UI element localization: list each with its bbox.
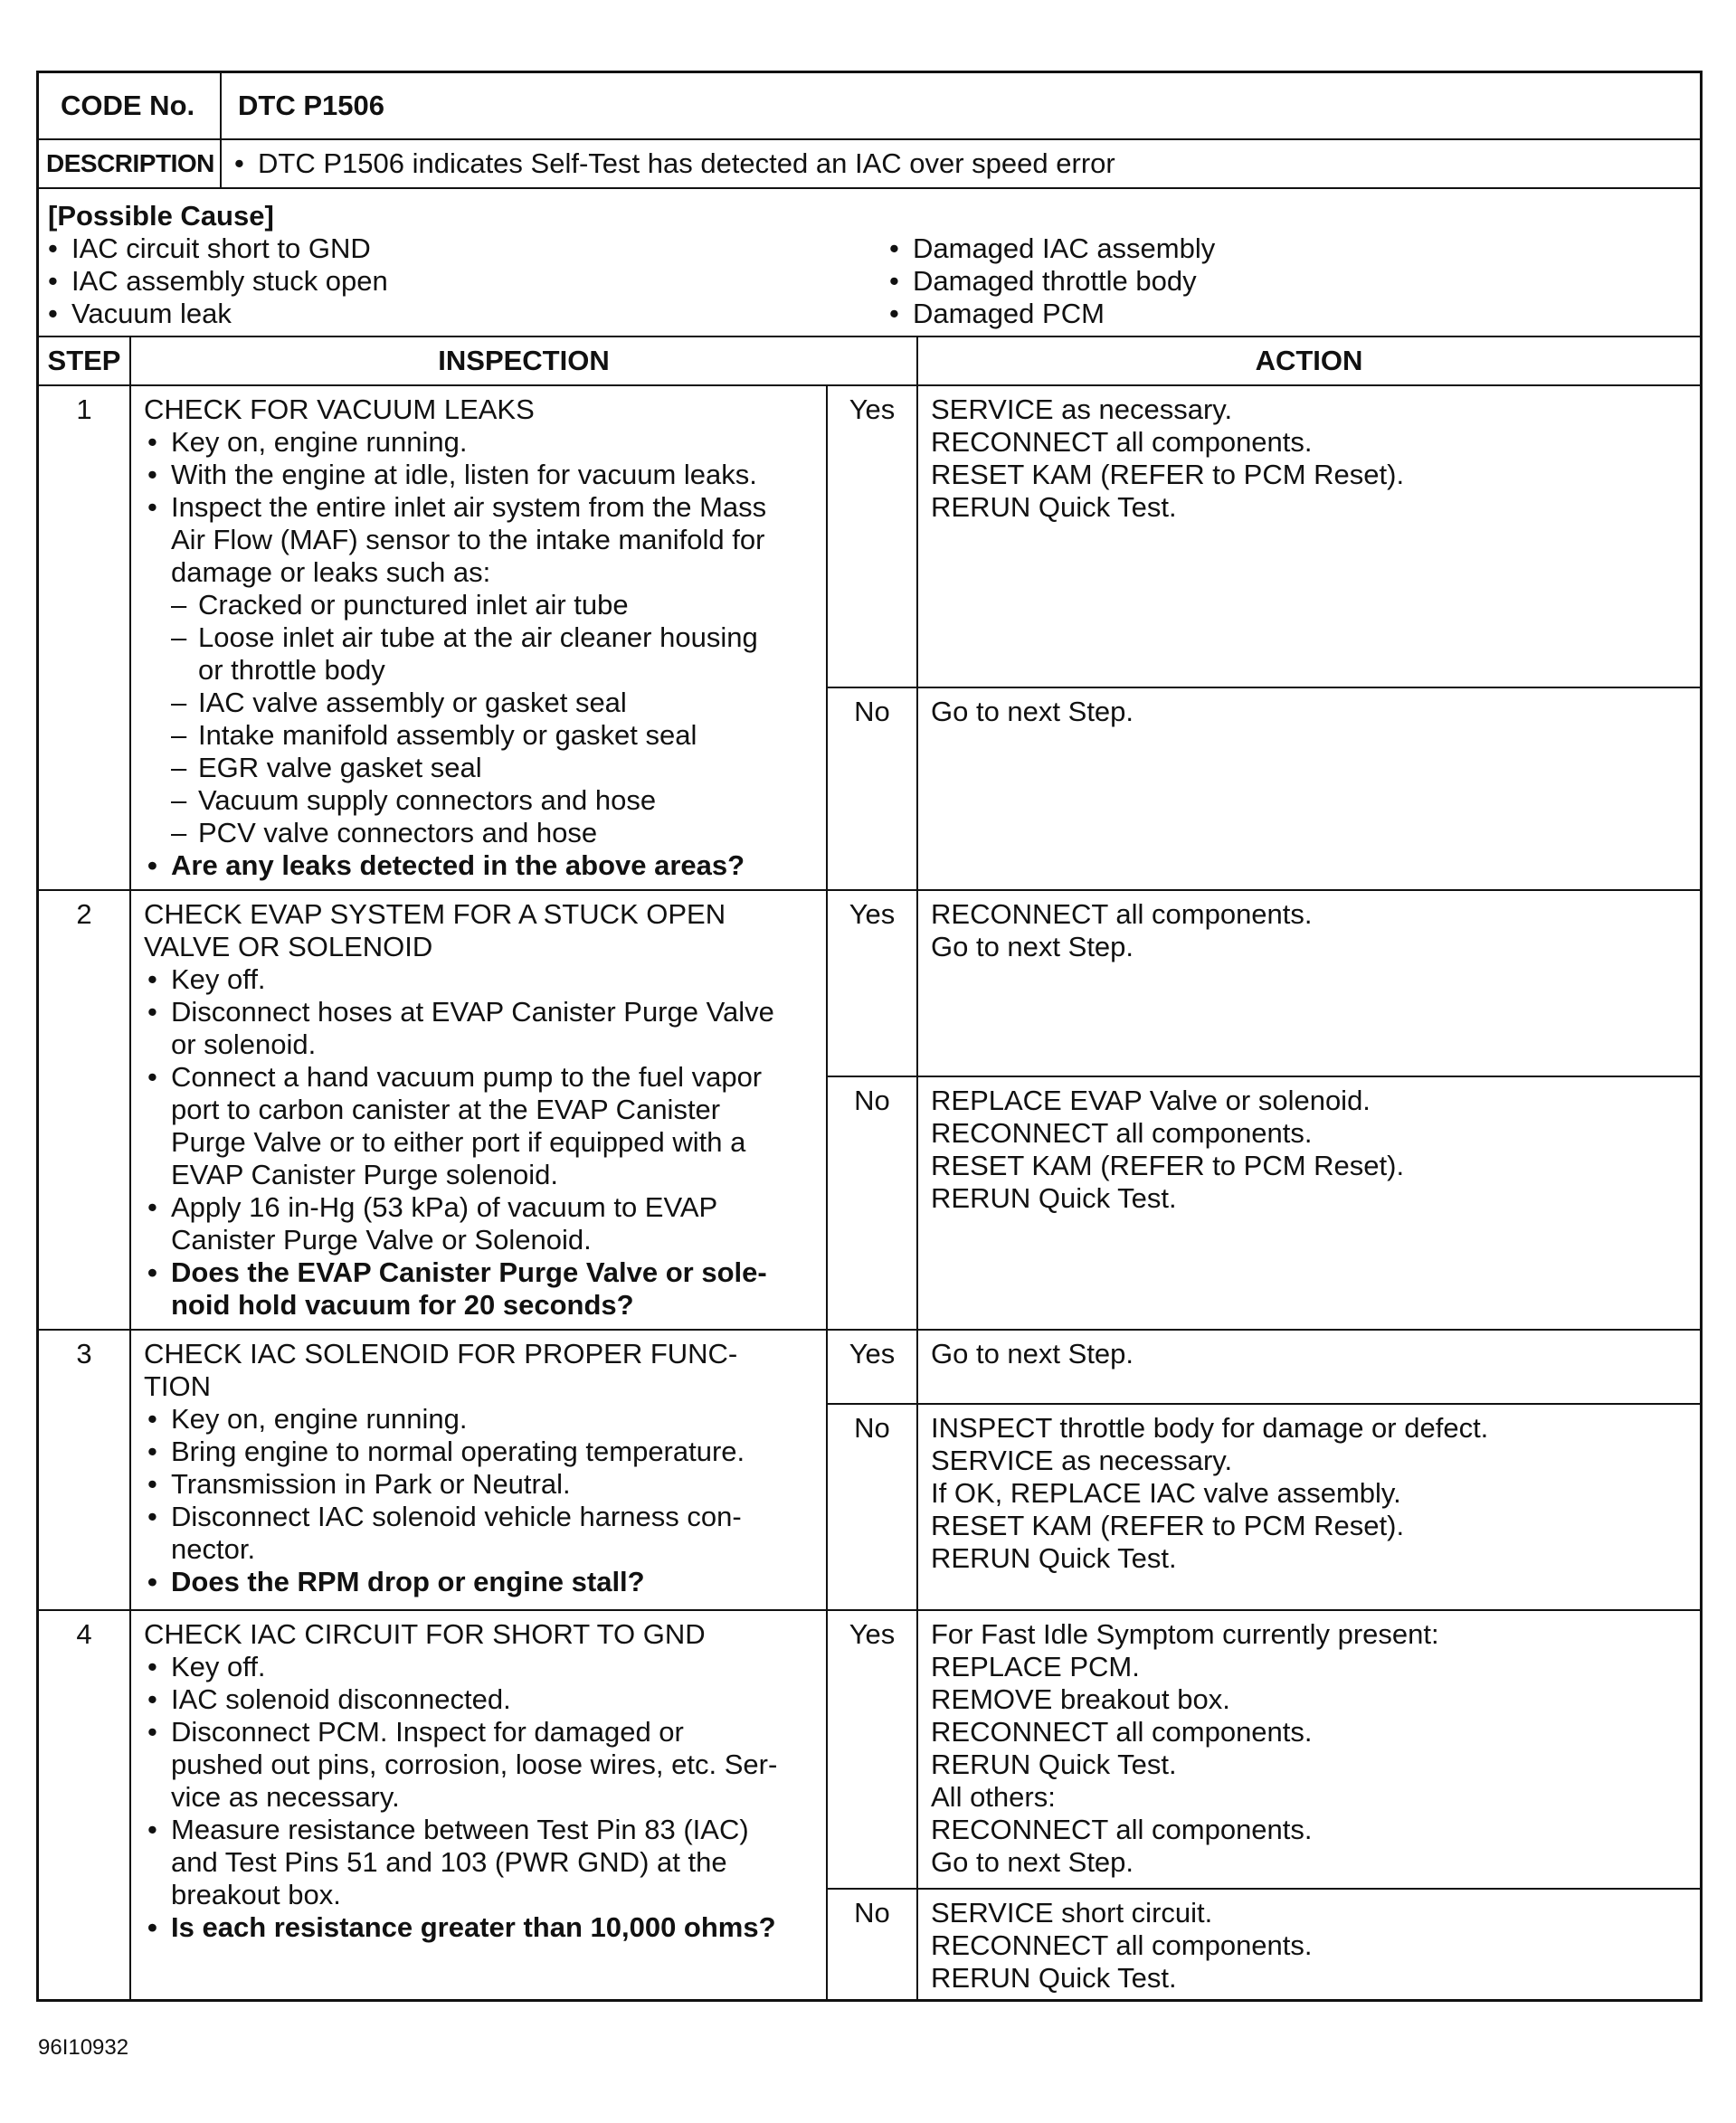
- possible-cause-title: [Possible Cause]: [48, 200, 274, 232]
- inspection-question: [144, 849, 766, 882]
- inspection-bullet-line: • Key off.: [171, 1651, 266, 1682]
- no-action: [918, 1405, 1700, 1609]
- code-value: DTC P1506: [238, 90, 384, 121]
- inspection-subitem: [144, 687, 766, 719]
- inspection-question-line: • Does the EVAP Canister Purge Valve or sole-: [171, 1256, 767, 1288]
- inspection-bullet-line: • Key off.: [171, 963, 266, 995]
- step-row: [39, 891, 1700, 1331]
- yes-action-line: All others:: [931, 1781, 1056, 1813]
- no-label: No: [854, 1085, 890, 1116]
- figure-code: 96I10932: [38, 2035, 129, 2060]
- inspection-subitem: [144, 817, 766, 849]
- possible-cause-item: • IAC assembly stuck open: [44, 265, 388, 298]
- inspection-bullet: [144, 1468, 745, 1501]
- inspection-question-line: • Is each resistance greater than 10,000 ohms?: [171, 1911, 776, 1943]
- action-column-header: ACTION: [1255, 345, 1363, 376]
- no-action-line: Go to next Step.: [931, 696, 1134, 727]
- inspection-bullet: [144, 1716, 777, 1814]
- step-row: [39, 1331, 1700, 1611]
- step-row: [39, 1611, 1700, 2002]
- inspection-question-line: noid hold vacuum for 20 seconds?: [171, 1289, 634, 1321]
- inspection-bullet-line: EVAP Canister Purge solenoid.: [171, 1159, 558, 1190]
- yes-action: [918, 1331, 1700, 1405]
- yes-action-line: RERUN Quick Test.: [931, 1749, 1177, 1780]
- inspection-bullet-line: or solenoid.: [171, 1028, 317, 1060]
- inspection-bullet: [144, 996, 774, 1061]
- inspection-bullet-line: • Disconnect IAC solenoid vehicle harness con-: [171, 1501, 742, 1532]
- yes-label: Yes: [849, 1618, 896, 1650]
- no-action-line: RECONNECT all components.: [931, 1117, 1313, 1149]
- inspection-bullet-line: • Disconnect PCM. Inspect for damaged or: [171, 1716, 684, 1748]
- possible-cause-item: • Damaged IAC assembly: [886, 232, 1215, 265]
- yes-action-line: REPLACE PCM.: [931, 1651, 1140, 1682]
- possible-cause-left-list: [44, 232, 388, 330]
- yes-label: Yes: [849, 393, 896, 425]
- yes-action-line: RESET KAM (REFER to PCM Reset).: [931, 459, 1405, 490]
- no-action-line: If OK, REPLACE IAC valve assembly.: [931, 1477, 1401, 1509]
- no-action: [918, 688, 1700, 889]
- step-number: 2: [76, 898, 92, 930]
- yes-label: Yes: [849, 1338, 896, 1370]
- possible-cause-item: • Damaged throttle body: [886, 265, 1215, 298]
- step-column-header: STEP: [47, 345, 121, 376]
- inspection-bullet-line: pushed out pins, corrosion, loose wires, etc. Ser-: [171, 1749, 778, 1780]
- description-row: [39, 140, 1700, 189]
- code-label: CODE No.: [61, 90, 195, 121]
- inspection-subitem-line: – Vacuum supply connectors and hose: [198, 784, 657, 816]
- step-row: [39, 386, 1700, 891]
- inspection-question-line: • Does the RPM drop or engine stall?: [171, 1566, 645, 1597]
- yes-action-line: RECONNECT all components.: [931, 898, 1313, 930]
- yes-action-line: RECONNECT all components.: [931, 426, 1313, 458]
- inspection-question: [144, 1256, 774, 1322]
- no-action-line: RESET KAM (REFER to PCM Reset).: [931, 1150, 1405, 1181]
- yes-action-line: Go to next Step.: [931, 1338, 1134, 1370]
- possible-cause-item: • Vacuum leak: [44, 298, 388, 330]
- step-title: CHECK IAC SOLENOID FOR PROPER FUNC-: [144, 1338, 738, 1370]
- inspection-bullet: [144, 1061, 774, 1191]
- no-action-line: RERUN Quick Test.: [931, 1182, 1177, 1214]
- inspection-bullet-line: • Connect a hand vacuum pump to the fuel vapor: [171, 1061, 763, 1093]
- step-title: CHECK IAC CIRCUIT FOR SHORT TO GND: [144, 1618, 706, 1650]
- no-action: [918, 1890, 1700, 2002]
- inspection-bullet-line: • With the engine at idle, listen for vacuum leaks.: [171, 459, 757, 490]
- step-title: TION: [144, 1370, 212, 1402]
- inspection-subitem-line: – Loose inlet air tube at the air cleaner housing: [198, 621, 758, 653]
- yes-action-line: RECONNECT all components.: [931, 1814, 1313, 1845]
- inspection-bullet-line: vice as necessary.: [171, 1781, 400, 1813]
- no-action-line: SERVICE short circuit.: [931, 1897, 1213, 1929]
- inspection-subitem: [144, 719, 766, 752]
- inspection-subitem: [144, 621, 766, 687]
- inspection-subitem-line: – IAC valve assembly or gasket seal: [198, 687, 627, 718]
- inspection-bullet-line: and Test Pins 51 and 103 (PWR GND) at the: [171, 1846, 727, 1878]
- yes-action: [918, 891, 1700, 1077]
- yes-action: [918, 1611, 1700, 1890]
- no-action-line: REPLACE EVAP Valve or solenoid.: [931, 1085, 1371, 1116]
- inspection-question-line: • Are any leaks detected in the above areas?: [171, 849, 745, 881]
- step-title: CHECK FOR VACUUM LEAKS: [144, 393, 535, 425]
- yes-action-line: RECONNECT all components.: [931, 1716, 1313, 1748]
- diagnostic-table: [36, 71, 1703, 2002]
- inspection-bullet-line: breakout box.: [171, 1879, 341, 1910]
- no-action-line: INSPECT throttle body for damage or defect.: [931, 1412, 1489, 1444]
- no-label: No: [854, 1412, 890, 1444]
- description-text: • DTC P1506 indicates Self-Test has detected an IAC over speed error: [231, 147, 1115, 180]
- step-number: 1: [76, 393, 92, 425]
- inspection-bullet-line: Canister Purge Valve or Solenoid.: [171, 1224, 592, 1256]
- inspection-subitem-line: – Intake manifold assembly or gasket seal: [198, 719, 697, 751]
- column-header-row: [39, 337, 1700, 386]
- possible-cause-right-list: [886, 232, 1215, 330]
- no-action-line: RECONNECT all components.: [931, 1929, 1313, 1961]
- inspection-bullet-line: • Inspect the entire inlet air system from the Mass: [171, 491, 767, 523]
- possible-cause-row: [39, 189, 1700, 337]
- inspection-bullet: [144, 1436, 745, 1468]
- inspection-bullet-line: • Disconnect hoses at EVAP Canister Purge Valve: [171, 996, 774, 1028]
- yes-action: [918, 386, 1700, 688]
- no-action: [918, 1077, 1700, 1329]
- no-action-line: RERUN Quick Test.: [931, 1962, 1177, 1994]
- inspection-subitem: [144, 589, 766, 621]
- inspection-bullet: [144, 426, 766, 459]
- inspection-bullet: [144, 491, 766, 589]
- inspection-bullet-line: nector.: [171, 1533, 256, 1565]
- inspection-subitem: [144, 752, 766, 784]
- inspection-question: [144, 1566, 745, 1598]
- description-label: DESCRIPTION: [46, 149, 214, 177]
- yes-action-line: RERUN Quick Test.: [931, 491, 1177, 523]
- no-action-line: RERUN Quick Test.: [931, 1542, 1177, 1574]
- yes-action-line: REMOVE breakout box.: [931, 1683, 1230, 1715]
- step-title: CHECK EVAP SYSTEM FOR A STUCK OPEN: [144, 898, 726, 930]
- inspection-bullet-line: • Measure resistance between Test Pin 83 (IAC): [171, 1814, 749, 1845]
- inspection-bullet-line: • IAC solenoid disconnected.: [171, 1683, 511, 1715]
- inspection-bullet: [144, 459, 766, 491]
- inspection-bullet: [144, 1683, 777, 1716]
- inspection-bullet-line: Purge Valve or to either port if equipped with a: [171, 1126, 746, 1158]
- inspection-subitem-line: – EGR valve gasket seal: [198, 752, 482, 783]
- inspection-bullet-line: Air Flow (MAF) sensor to the intake manifold for: [171, 524, 765, 555]
- inspection-bullet-line: • Transmission in Park or Neutral.: [171, 1468, 571, 1500]
- no-action-line: RESET KAM (REFER to PCM Reset).: [931, 1510, 1405, 1541]
- inspection-bullet-line: • Bring engine to normal operating temperature.: [171, 1436, 745, 1467]
- inspection-bullet: [144, 963, 774, 996]
- inspection-bullet-line: damage or leaks such as:: [171, 556, 491, 588]
- yes-label: Yes: [849, 898, 896, 930]
- inspection-bullet-line: • Apply 16 in-Hg (53 kPa) of vacuum to EVAP: [171, 1191, 718, 1223]
- inspection-bullet: [144, 1501, 745, 1566]
- inspection-bullet: [144, 1191, 774, 1256]
- inspection-bullet-line: • Key on, engine running.: [171, 426, 468, 458]
- yes-action-line: For Fast Idle Symptom currently present:: [931, 1618, 1439, 1650]
- inspection-bullet-line: port to carbon canister at the EVAP Canister: [171, 1094, 721, 1125]
- step-number: 3: [76, 1338, 92, 1370]
- inspection-subitem-line: – Cracked or punctured inlet air tube: [198, 589, 629, 621]
- yes-action-line: Go to next Step.: [931, 931, 1134, 962]
- yes-action-line: Go to next Step.: [931, 1846, 1134, 1878]
- inspection-subitem-line: – PCV valve connectors and hose: [198, 817, 598, 848]
- inspection-subitem: [144, 784, 766, 817]
- inspection-question: [144, 1911, 777, 1944]
- no-label: No: [854, 1897, 890, 1929]
- step-number: 4: [76, 1618, 92, 1650]
- yes-action-line: SERVICE as necessary.: [931, 393, 1233, 425]
- possible-cause-item: • IAC circuit short to GND: [44, 232, 388, 265]
- inspection-bullet: [144, 1403, 745, 1436]
- no-label: No: [854, 696, 890, 727]
- step-title: VALVE OR SOLENOID: [144, 931, 433, 962]
- inspection-bullet-line: • Key on, engine running.: [171, 1403, 468, 1435]
- inspection-bullet: [144, 1651, 777, 1683]
- no-action-line: SERVICE as necessary.: [931, 1445, 1233, 1476]
- possible-cause-item: • Damaged PCM: [886, 298, 1215, 330]
- inspection-bullet: [144, 1814, 777, 1911]
- code-row: [39, 73, 1700, 140]
- inspection-column-header: INSPECTION: [438, 345, 610, 376]
- inspection-subitem-line: or throttle body: [198, 654, 385, 686]
